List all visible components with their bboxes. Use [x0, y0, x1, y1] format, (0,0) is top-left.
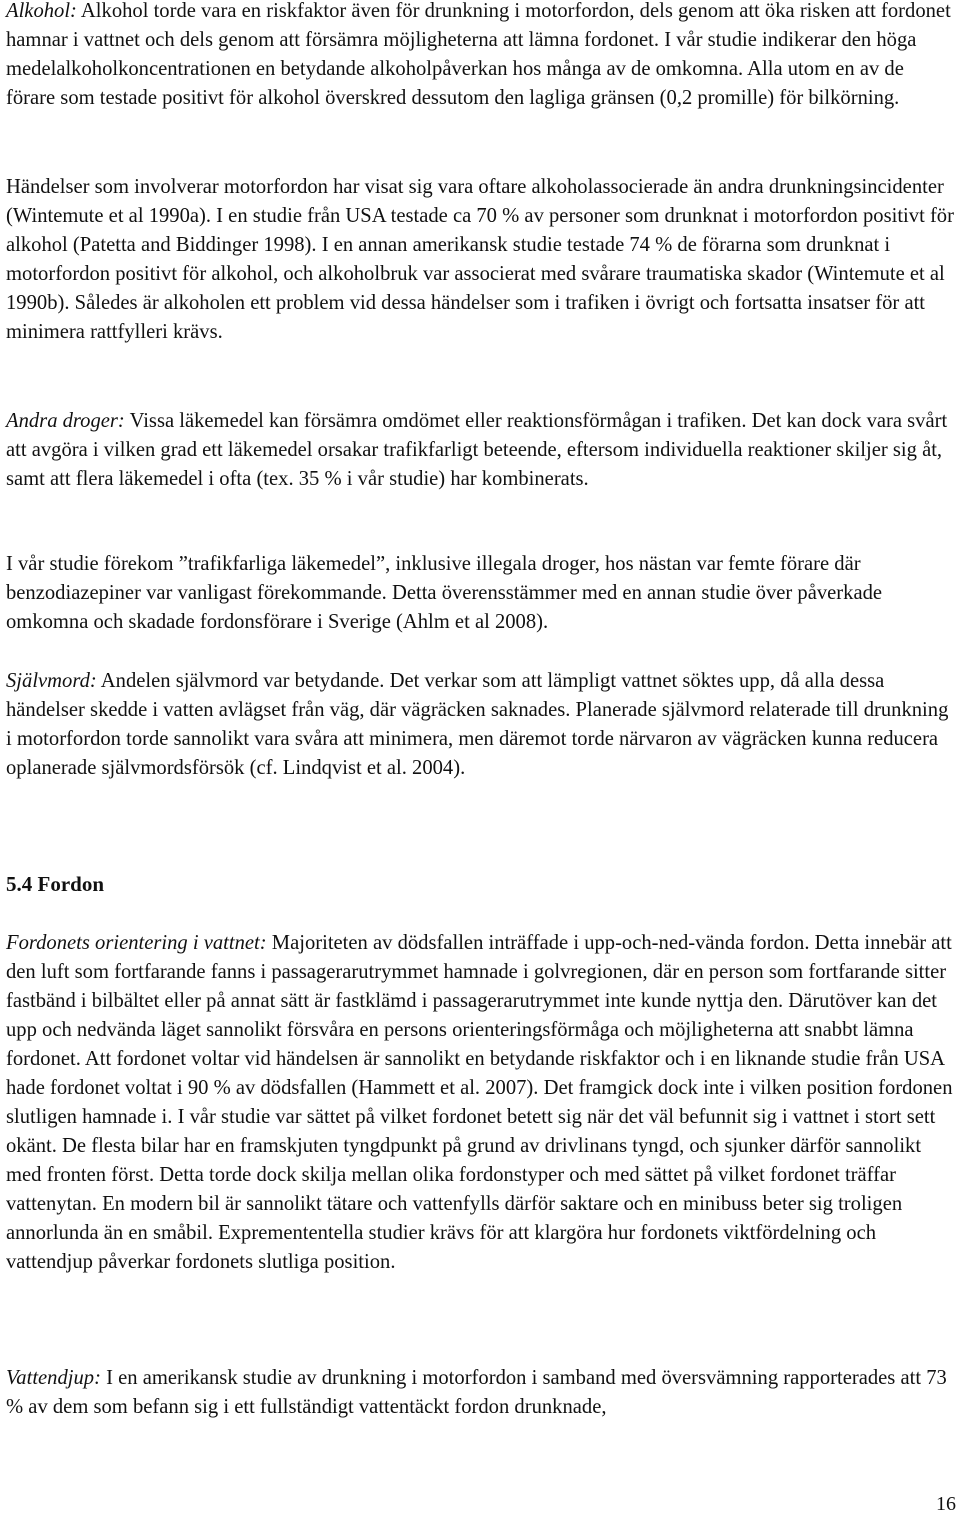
paragraph-sjalvmord — [6, 667, 958, 783]
paragraph-text: Majoriteten av dödsfallen inträffade i upp-och-ned-vända fordon. Detta innebär att den luft som fortfarande fanns i passagerarutrymmet hamnade i golvregionen, där en person som fortfarande sitter fastbänd i bilbältet eller på annat sätt är fastklämd i passagerarutrymmet inte kunde nyttja den. Därutöver kan det upp och nedvända läget sannolikt försvåra en persons orienteringsförmåga och möjligheterna att snabbt lämna fordonet. Att fordonet voltar vid händelsen är sannolikt en betydande riskfaktor och i en liknande studie från USA hade fordonet voltat i 90 % av dödsfallen (Hammett et al. 2007). Det framgick dock inte i vilken position fordonen slutligen hamnade i. I vår studie var sättet på vilket fordonet betett sig när det väl befunnit sig i vattnet i stort sett okänt. De flesta bilar har en framskjuten tyngdpunkt på grund av drivlinans tyngd, och sjunker därför sannolikt med fronten först. Detta torde dock skilja mellan olika fordonstyper och med sättet på vilket fordonet träffar vattenytan. En modern bil är sannolikt tätare och vattenfylls därför saktare och en minibuss beter sig troligen annorlunda än en småbil. Expremententella studier krävs för att klargöra hur fordonets viktfördelning och vattendjup påverkar fordonets slutliga position. — [6, 932, 953, 1273]
paragraph-fordonets-orientering — [6, 929, 958, 1277]
paragraph-text: I en amerikansk studie av drunkning i motorfordon i samband med översvämning rapporterades att 73 % av dem som befann sig i ett fullständigt vattentäckt fordon drunknade, — [6, 1367, 947, 1418]
paragraph-label: Självmord: — [6, 670, 97, 692]
paragraph-text: Händelser som involverar motorfordon har visat sig vara oftare alkoholassocierade än andra drunkningsincidenter (Wintemute et al 1990a). I en studie från USA testade ca 70 % av personer som drunknat i motorfordon positivt för alkohol (Patetta and Biddinger 1998). I en annan amerikansk studie testade 74 % de förarna som drunknat i motorfordon positivt för alkohol, och alkoholbruk var associerat med svårare traumatiska skador (Wintemute et al 1990b). Således är alkoholen ett problem vid dessa händelser som i trafiken i övrigt och fortsatta insatser för att minimera rattfylleri krävs. — [6, 176, 954, 343]
paragraph-text: I vår studie förekom ”trafikfarliga läkemedel”, inklusive illegala droger, hos nästan var femte förare där benzodiazepiner var vanligast förekommande. Detta överensstämmer med en annan studie över påverkade omkomna och skadade fordonsförare i Sverige (Ahlm et al 2008). — [6, 553, 883, 633]
paragraph-label: Andra droger: — [6, 410, 125, 432]
section-heading: 5.4 Fordon — [6, 872, 105, 896]
paragraph-handelser — [6, 173, 958, 347]
paragraph-trafikfarliga — [6, 550, 958, 637]
paragraph-label: Vattendjup: — [6, 1367, 101, 1389]
paragraph-text: Vissa läkemedel kan försämra omdömet eller reaktionsförmågan i trafiken. Det kan dock vara svårt att avgöra i vilken grad ett läkemedel orsakar trafikfarligt beteende, eftersom individuella reaktioner skiljer sig åt, samt att flera läkemedel i ofta (tex. 35 % i vår studie) har kombinerats. — [6, 410, 948, 490]
paragraph-andra-droger — [6, 407, 958, 494]
paragraph-alkohol — [6, 0, 958, 113]
paragraph-label: Fordonets orientering i vattnet: — [6, 932, 267, 954]
paragraph-vattendjup — [6, 1364, 958, 1422]
paragraph-label: Alkohol: — [6, 0, 77, 22]
paragraph-text: Andelen självmord var betydande. Det verkar som att lämpligt vattnet söktes upp, då alla dessa händelser skedde i vatten avlägset från väg, där vägräcken saknades. Planerade självmord relaterade till drunkning i motorfordon torde sannolikt vara svåra att minimera, men däremot torde närvaron av vägräcken kunna reducera oplanerade självmordsförsök (cf. Lindqvist et al. 2004). — [6, 670, 949, 779]
page-number: 16 — [936, 1493, 956, 1515]
paragraph-text: Alkohol torde vara en riskfaktor även för drunkning i motorfordon, dels genom att öka risken att fordonet hamnar i vattnet och dels genom att försämra möjligheterna att lämna fordonet. I vår studie indikerar den höga medelalkoholkoncentrationen en betydande alkoholpåverkan hos många av de omkomna. Alla utom en av de förare som testade positivt för alkohol överskred dessutom den lagliga gränsen (0,2 promille) för bilkörning. — [6, 0, 951, 109]
